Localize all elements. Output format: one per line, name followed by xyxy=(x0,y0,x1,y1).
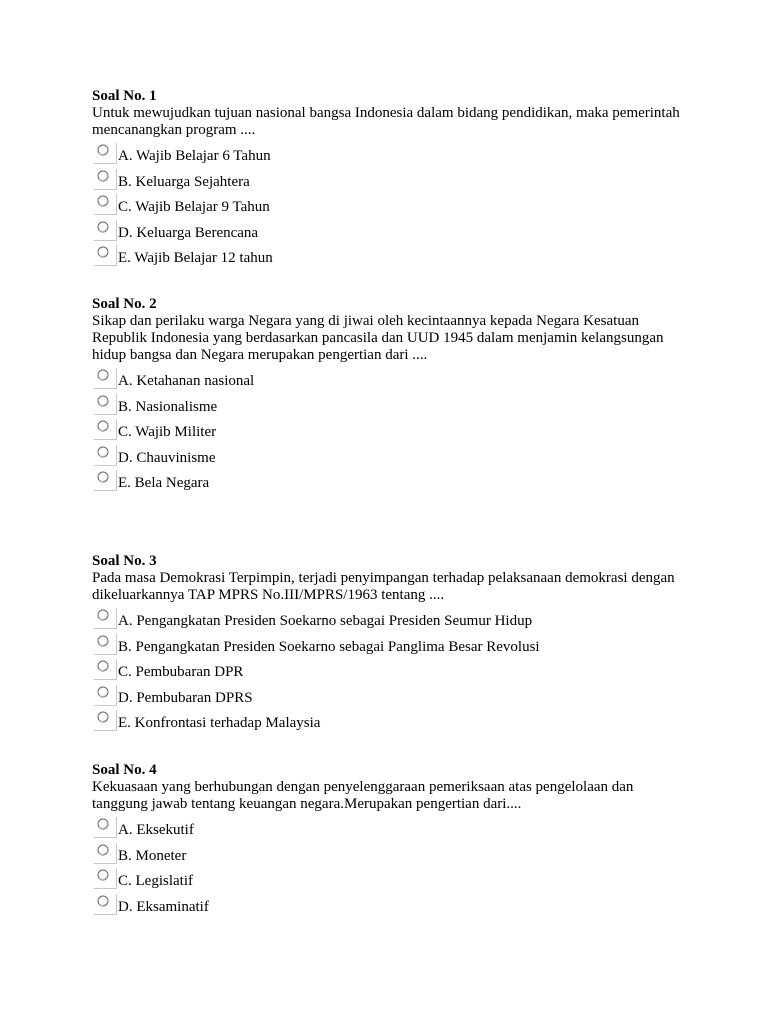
option-label: E. Bela Negara xyxy=(118,475,210,492)
question-1 xyxy=(92,88,692,270)
option-d[interactable] xyxy=(92,893,692,919)
option-label: A. Eksekutif xyxy=(118,822,194,838)
radio-button-icon[interactable] xyxy=(93,608,117,630)
radio-button-icon[interactable] xyxy=(93,685,117,707)
option-d[interactable] xyxy=(92,684,692,710)
option-label: C. Wajib Militer xyxy=(118,424,217,441)
option-label: A. Wajib Belajar 6 Tahun xyxy=(118,148,271,164)
question-title: Soal No. 2 xyxy=(92,296,157,312)
options-list xyxy=(92,367,692,495)
option-a[interactable] xyxy=(92,142,692,168)
radio-button-icon[interactable] xyxy=(93,245,117,267)
option-d[interactable] xyxy=(92,219,692,245)
option-label: A. Ketahanan nasional xyxy=(118,373,255,389)
option-label: B. Moneter xyxy=(118,847,187,864)
radio-button-icon[interactable] xyxy=(93,634,117,656)
question-3 xyxy=(92,553,692,735)
radio-button-icon[interactable] xyxy=(93,194,117,216)
option-a[interactable] xyxy=(92,816,692,842)
option-label: C. Legislatif xyxy=(118,873,193,890)
options-list xyxy=(92,142,692,270)
option-e[interactable] xyxy=(92,244,692,270)
options-list xyxy=(92,607,692,735)
option-label: C. Wajib Belajar 9 Tahun xyxy=(118,199,270,216)
option-label: C. Pembubaran DPR xyxy=(118,664,244,681)
option-label: B. Nasionalisme xyxy=(118,398,218,415)
options-list xyxy=(92,816,692,918)
option-d[interactable] xyxy=(92,444,692,470)
radio-button-icon[interactable] xyxy=(93,419,117,441)
radio-button-icon[interactable] xyxy=(93,817,117,839)
option-label: D. Chauvinisme xyxy=(118,449,216,466)
option-e[interactable] xyxy=(92,469,692,495)
question-text: Kekuasaan yang berhubungan dengan penyelenggaraan pemeriksaan atas pengelolaan dan tanggung jawab tentang keuangan negara.Merupakan pengertian dari.... xyxy=(92,779,634,812)
question-title: Soal No. 3 xyxy=(92,553,157,569)
question-text: Sikap dan perilaku warga Negara yang di jiwai oleh kecintaannya kepada Negara Kesatuan Republik Indonesia yang berdasarkan pancasila dan UUD 1945 dalam menjamin kelangsungan hidup bangsa dan Negara merupakan pengertian dari .... xyxy=(92,313,664,363)
question-text: Pada masa Demokrasi Terpimpin, terjadi penyimpangan terhadap pelaksanaan demokrasi dengan dikeluarkannya TAP MPRS No.III/MPRS/1963 tentang .... xyxy=(92,570,675,603)
option-c[interactable] xyxy=(92,867,692,893)
radio-button-icon[interactable] xyxy=(93,659,117,681)
option-b[interactable] xyxy=(92,842,692,868)
option-label: E. Wajib Belajar 12 tahun xyxy=(118,250,273,267)
option-label: D. Eksaminatif xyxy=(118,898,209,915)
question-2 xyxy=(92,296,692,495)
option-a[interactable] xyxy=(92,607,692,633)
option-c[interactable] xyxy=(92,658,692,684)
radio-button-icon[interactable] xyxy=(93,169,117,191)
radio-button-icon[interactable] xyxy=(93,868,117,890)
option-c[interactable] xyxy=(92,418,692,444)
radio-button-icon[interactable] xyxy=(93,894,117,916)
radio-button-icon[interactable] xyxy=(93,710,117,732)
radio-button-icon[interactable] xyxy=(93,394,117,416)
option-label: D. Pembubaran DPRS xyxy=(118,689,253,706)
question-title: Soal No. 1 xyxy=(92,88,157,104)
radio-button-icon[interactable] xyxy=(93,220,117,242)
option-label: A. Pengangkatan Presiden Soekarno sebagai Presiden Seumur Hidup xyxy=(118,613,533,629)
radio-button-icon[interactable] xyxy=(93,843,117,865)
option-b[interactable] xyxy=(92,393,692,419)
radio-button-icon[interactable] xyxy=(93,368,117,390)
option-label: B. Keluarga Sejahtera xyxy=(118,173,250,190)
radio-button-icon[interactable] xyxy=(93,143,117,165)
option-c[interactable] xyxy=(92,193,692,219)
radio-button-icon[interactable] xyxy=(93,445,117,467)
option-b[interactable] xyxy=(92,633,692,659)
radio-button-icon[interactable] xyxy=(93,470,117,492)
option-a[interactable] xyxy=(92,367,692,393)
question-4 xyxy=(92,762,692,918)
option-e[interactable] xyxy=(92,709,692,735)
option-label: B. Pengangkatan Presiden Soekarno sebagai Panglima Besar Revolusi xyxy=(118,638,540,655)
question-text: Untuk mewujudkan tujuan nasional bangsa Indonesia dalam bidang pendidikan, maka pemerintah mencanangkan program .... xyxy=(92,105,680,138)
option-label: D. Keluarga Berencana xyxy=(118,224,259,241)
question-title: Soal No. 4 xyxy=(92,762,157,778)
option-b[interactable] xyxy=(92,168,692,194)
option-label: E. Konfrontasi terhadap Malaysia xyxy=(118,715,321,732)
